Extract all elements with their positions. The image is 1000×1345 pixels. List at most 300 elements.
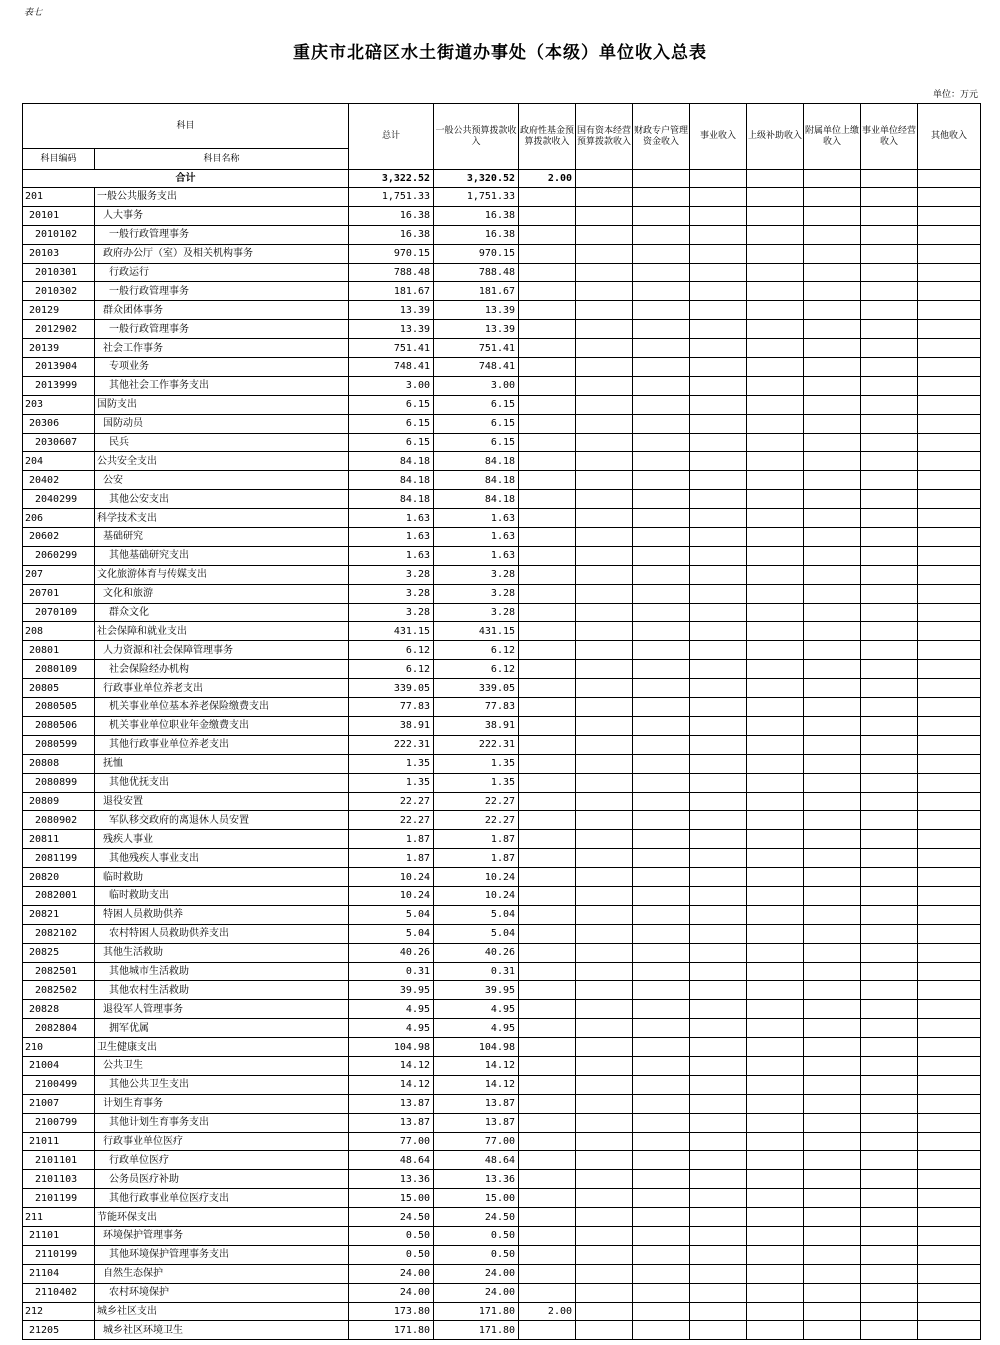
row-empty-cell — [690, 641, 747, 660]
row-general: 16.38 — [434, 206, 519, 225]
row-empty-cell — [918, 320, 981, 339]
row-code: 206 — [23, 509, 95, 528]
row-code: 2080599 — [23, 735, 95, 754]
row-total: 24.00 — [349, 1264, 434, 1283]
row-total: 13.39 — [349, 301, 434, 320]
row-empty-cell — [576, 924, 633, 943]
table-row — [23, 339, 981, 358]
row-govfund — [519, 320, 576, 339]
row-empty-cell — [804, 1189, 861, 1208]
table-row — [23, 320, 981, 339]
row-name: 行政单位医疗 — [95, 1151, 349, 1170]
row-govfund — [519, 1283, 576, 1302]
row-empty-cell — [747, 698, 804, 717]
row-empty-cell — [576, 679, 633, 698]
row-general: 14.12 — [434, 1075, 519, 1094]
row-empty-cell — [804, 282, 861, 301]
total-govfund: 2.00 — [519, 170, 576, 188]
row-empty-cell — [576, 1038, 633, 1057]
table-row — [23, 886, 981, 905]
row-empty-cell — [918, 1321, 981, 1340]
row-empty-cell — [918, 414, 981, 433]
row-empty-cell — [747, 660, 804, 679]
row-name: 公共卫生 — [95, 1056, 349, 1075]
row-empty-cell — [633, 188, 690, 207]
row-empty-cell — [861, 943, 918, 962]
row-code: 211 — [23, 1208, 95, 1227]
row-empty-cell — [861, 1283, 918, 1302]
row-empty-cell — [747, 1245, 804, 1264]
row-empty-cell — [576, 433, 633, 452]
row-total: 1.63 — [349, 546, 434, 565]
row-total: 22.27 — [349, 811, 434, 830]
table-row — [23, 263, 981, 282]
row-govfund — [519, 565, 576, 584]
row-empty-cell — [804, 244, 861, 263]
row-empty-cell — [747, 358, 804, 377]
row-empty-cell — [747, 301, 804, 320]
row-empty-cell — [861, 886, 918, 905]
row-name: 农村环境保护 — [95, 1283, 349, 1302]
row-empty-cell — [747, 622, 804, 641]
row-code: 2100499 — [23, 1075, 95, 1094]
row-empty-cell — [747, 773, 804, 792]
row-empty-cell — [861, 358, 918, 377]
row-empty-cell — [861, 528, 918, 547]
row-code: 2082502 — [23, 981, 95, 1000]
table-row — [23, 1094, 981, 1113]
row-name: 公共安全支出 — [95, 452, 349, 471]
row-empty-cell — [918, 509, 981, 528]
row-general: 6.12 — [434, 660, 519, 679]
row-empty-cell — [747, 830, 804, 849]
row-empty-cell — [861, 773, 918, 792]
row-total: 970.15 — [349, 244, 434, 263]
row-empty-cell — [576, 1264, 633, 1283]
row-govfund — [519, 244, 576, 263]
row-name: 行政运行 — [95, 263, 349, 282]
row-empty-cell — [804, 433, 861, 452]
row-empty-cell — [576, 943, 633, 962]
row-general: 751.41 — [434, 339, 519, 358]
row-empty-cell — [747, 1189, 804, 1208]
row-empty-cell — [861, 188, 918, 207]
row-empty-cell — [690, 1113, 747, 1132]
row-total: 10.24 — [349, 886, 434, 905]
table-row — [23, 924, 981, 943]
row-general: 39.95 — [434, 981, 519, 1000]
row-general: 6.15 — [434, 433, 519, 452]
row-govfund — [519, 452, 576, 471]
row-empty-cell — [690, 1094, 747, 1113]
row-empty-cell — [633, 395, 690, 414]
row-empty-cell — [861, 565, 918, 584]
row-empty-cell — [861, 735, 918, 754]
row-empty-cell — [918, 1226, 981, 1245]
row-govfund — [519, 792, 576, 811]
row-name: 其他行政事业单位养老支出 — [95, 735, 349, 754]
row-total: 22.27 — [349, 792, 434, 811]
row-empty-cell — [804, 225, 861, 244]
row-empty-cell — [633, 754, 690, 773]
row-empty-cell — [918, 1132, 981, 1151]
row-govfund — [519, 1075, 576, 1094]
row-code: 20820 — [23, 868, 95, 887]
row-general: 6.15 — [434, 414, 519, 433]
row-govfund — [519, 225, 576, 244]
row-code: 20103 — [23, 244, 95, 263]
row-total: 6.12 — [349, 660, 434, 679]
row-code: 2080109 — [23, 660, 95, 679]
row-name: 临时救助 — [95, 868, 349, 887]
row-empty-cell — [918, 471, 981, 490]
row-govfund — [519, 1264, 576, 1283]
row-empty-cell — [633, 660, 690, 679]
row-empty-cell — [690, 716, 747, 735]
header-name: 科目名称 — [95, 149, 349, 170]
row-empty-cell — [576, 206, 633, 225]
row-code: 2080506 — [23, 716, 95, 735]
row-code: 2070109 — [23, 603, 95, 622]
row-empty-cell — [804, 452, 861, 471]
table-row — [23, 1170, 981, 1189]
row-name: 军队移交政府的离退休人员安置 — [95, 811, 349, 830]
row-empty-cell — [747, 1208, 804, 1227]
row-empty-cell — [690, 1075, 747, 1094]
row-general: 22.27 — [434, 792, 519, 811]
row-empty-cell — [918, 452, 981, 471]
row-total: 13.87 — [349, 1113, 434, 1132]
row-code: 2082804 — [23, 1019, 95, 1038]
row-empty-cell — [576, 811, 633, 830]
row-empty-cell — [690, 584, 747, 603]
row-empty-cell — [918, 225, 981, 244]
row-empty-cell — [804, 754, 861, 773]
row-empty-cell — [861, 1000, 918, 1019]
row-name: 特困人员救助供养 — [95, 905, 349, 924]
row-empty-cell — [747, 546, 804, 565]
row-general: 13.39 — [434, 320, 519, 339]
row-code: 2080902 — [23, 811, 95, 830]
total-general: 3,320.52 — [434, 170, 519, 188]
row-empty-cell — [633, 716, 690, 735]
row-empty-cell — [633, 546, 690, 565]
row-name: 文化和旅游 — [95, 584, 349, 603]
row-name: 一般行政管理事务 — [95, 282, 349, 301]
row-empty-cell — [918, 981, 981, 1000]
row-empty-cell — [690, 301, 747, 320]
row-empty-cell — [918, 641, 981, 660]
row-total: 39.95 — [349, 981, 434, 1000]
total-row — [23, 170, 981, 188]
row-name: 群众团体事务 — [95, 301, 349, 320]
row-general: 24.50 — [434, 1208, 519, 1227]
row-empty-cell — [804, 1056, 861, 1075]
row-empty-cell — [804, 509, 861, 528]
row-empty-cell — [633, 981, 690, 1000]
row-empty-cell — [690, 773, 747, 792]
row-govfund — [519, 1132, 576, 1151]
row-code: 20825 — [23, 943, 95, 962]
row-empty-cell — [690, 1189, 747, 1208]
row-total: 84.18 — [349, 471, 434, 490]
row-empty-cell — [747, 528, 804, 547]
row-total: 1.87 — [349, 830, 434, 849]
total-label: 合计 — [23, 170, 349, 188]
row-general: 181.67 — [434, 282, 519, 301]
row-empty-cell — [747, 1019, 804, 1038]
row-empty-cell — [690, 565, 747, 584]
row-empty-cell — [861, 471, 918, 490]
row-empty-cell — [576, 584, 633, 603]
row-empty-cell — [747, 679, 804, 698]
row-empty-cell — [633, 1189, 690, 1208]
row-empty-cell — [918, 1264, 981, 1283]
row-empty-cell — [747, 962, 804, 981]
row-empty-cell — [804, 962, 861, 981]
row-general: 10.24 — [434, 868, 519, 887]
row-empty-cell — [576, 490, 633, 509]
row-govfund — [519, 1038, 576, 1057]
row-govfund — [519, 1019, 576, 1038]
row-name: 其他行政事业单位医疗支出 — [95, 1189, 349, 1208]
row-name: 其他优抚支出 — [95, 773, 349, 792]
row-govfund — [519, 886, 576, 905]
row-empty-cell — [861, 1321, 918, 1340]
row-name: 民兵 — [95, 433, 349, 452]
row-total: 751.41 — [349, 339, 434, 358]
row-total: 171.80 — [349, 1321, 434, 1340]
row-empty-cell — [861, 376, 918, 395]
row-total: 14.12 — [349, 1075, 434, 1094]
row-code: 201 — [23, 188, 95, 207]
row-empty-cell — [747, 924, 804, 943]
row-code: 2013904 — [23, 358, 95, 377]
row-empty-cell — [747, 565, 804, 584]
row-empty-cell — [576, 339, 633, 358]
row-name: 国防动员 — [95, 414, 349, 433]
row-empty-cell — [576, 1094, 633, 1113]
row-empty-cell — [861, 225, 918, 244]
row-code: 2110199 — [23, 1245, 95, 1264]
row-empty-cell — [576, 509, 633, 528]
row-total: 13.87 — [349, 1094, 434, 1113]
row-empty-cell — [633, 358, 690, 377]
row-code: 20805 — [23, 679, 95, 698]
row-govfund — [519, 263, 576, 282]
row-empty-cell — [747, 603, 804, 622]
row-total: 16.38 — [349, 225, 434, 244]
row-code: 2100799 — [23, 1113, 95, 1132]
row-general: 15.00 — [434, 1189, 519, 1208]
row-name: 临时救助支出 — [95, 886, 349, 905]
row-name: 残疾人事业 — [95, 830, 349, 849]
row-name: 自然生态保护 — [95, 1264, 349, 1283]
row-empty-cell — [576, 1189, 633, 1208]
table-row — [23, 1075, 981, 1094]
row-govfund — [519, 849, 576, 868]
row-empty-cell — [747, 1056, 804, 1075]
row-empty-cell — [804, 792, 861, 811]
row-empty-cell — [861, 1170, 918, 1189]
row-empty-cell — [690, 811, 747, 830]
row-empty-cell — [633, 433, 690, 452]
row-empty-cell — [918, 339, 981, 358]
row-empty-cell — [918, 206, 981, 225]
row-empty-cell — [861, 1019, 918, 1038]
table-row — [23, 546, 981, 565]
row-empty-cell — [918, 1283, 981, 1302]
row-total: 1.35 — [349, 773, 434, 792]
row-empty-cell — [918, 301, 981, 320]
row-total: 6.15 — [349, 395, 434, 414]
header-affiliated-income: 附属单位上缴收入 — [804, 104, 861, 170]
row-empty-cell — [576, 1208, 633, 1227]
row-empty-cell — [576, 773, 633, 792]
row-empty-cell — [861, 395, 918, 414]
row-empty-cell — [918, 490, 981, 509]
header-general-budget: 一般公共预算拨款收入 — [434, 104, 519, 170]
row-empty-cell — [918, 792, 981, 811]
row-empty-cell — [804, 1075, 861, 1094]
row-govfund — [519, 962, 576, 981]
row-empty-cell — [576, 735, 633, 754]
row-empty-cell — [576, 698, 633, 717]
row-name: 城乡社区支出 — [95, 1302, 349, 1321]
row-empty-cell — [690, 1038, 747, 1057]
row-general: 84.18 — [434, 471, 519, 490]
row-empty-cell — [804, 622, 861, 641]
row-empty-cell — [690, 622, 747, 641]
row-general: 4.95 — [434, 1019, 519, 1038]
row-govfund — [519, 1189, 576, 1208]
row-empty-cell — [690, 886, 747, 905]
row-govfund — [519, 924, 576, 943]
row-empty-cell — [576, 282, 633, 301]
row-code: 20306 — [23, 414, 95, 433]
row-code: 2082001 — [23, 886, 95, 905]
row-empty-cell — [747, 584, 804, 603]
row-empty-cell — [918, 1038, 981, 1057]
row-empty-cell — [576, 754, 633, 773]
row-general: 1.63 — [434, 528, 519, 547]
row-empty-cell — [690, 830, 747, 849]
row-empty-cell — [804, 320, 861, 339]
row-empty-cell — [918, 546, 981, 565]
row-empty-cell — [804, 1170, 861, 1189]
row-govfund — [519, 395, 576, 414]
row-empty-cell — [861, 1226, 918, 1245]
table-row — [23, 830, 981, 849]
row-empty-cell — [861, 1094, 918, 1113]
row-empty-cell — [576, 546, 633, 565]
row-govfund — [519, 546, 576, 565]
row-empty-cell — [918, 679, 981, 698]
row-code: 21007 — [23, 1094, 95, 1113]
row-code: 21004 — [23, 1056, 95, 1075]
row-empty-cell — [804, 924, 861, 943]
row-empty-cell — [804, 206, 861, 225]
row-general: 104.98 — [434, 1038, 519, 1057]
row-empty-cell — [861, 320, 918, 339]
row-empty-cell — [861, 603, 918, 622]
row-total: 181.67 — [349, 282, 434, 301]
row-empty-cell — [861, 1056, 918, 1075]
row-empty-cell — [918, 811, 981, 830]
row-code: 20808 — [23, 754, 95, 773]
row-empty-cell — [804, 414, 861, 433]
row-empty-cell — [918, 188, 981, 207]
row-empty-cell — [690, 1208, 747, 1227]
row-code: 204 — [23, 452, 95, 471]
row-name: 抚恤 — [95, 754, 349, 773]
row-name: 专项业务 — [95, 358, 349, 377]
row-empty-cell — [747, 1113, 804, 1132]
row-empty-cell — [804, 773, 861, 792]
row-total: 24.50 — [349, 1208, 434, 1227]
row-empty-cell — [690, 962, 747, 981]
row-general: 77.00 — [434, 1132, 519, 1151]
row-code: 207 — [23, 565, 95, 584]
row-govfund — [519, 301, 576, 320]
row-code: 208 — [23, 622, 95, 641]
row-empty-cell — [918, 1151, 981, 1170]
row-govfund — [519, 905, 576, 924]
table-row — [23, 735, 981, 754]
row-total: 748.41 — [349, 358, 434, 377]
row-empty-cell — [861, 830, 918, 849]
row-general: 3.28 — [434, 603, 519, 622]
row-empty-cell — [633, 622, 690, 641]
row-empty-cell — [633, 1226, 690, 1245]
row-empty-cell — [804, 1132, 861, 1151]
table-row — [23, 1113, 981, 1132]
row-empty-cell — [747, 1132, 804, 1151]
row-code: 210 — [23, 1038, 95, 1057]
row-empty-cell — [747, 943, 804, 962]
table-row — [23, 641, 981, 660]
row-name: 公安 — [95, 471, 349, 490]
row-empty-cell — [747, 244, 804, 263]
table-row — [23, 471, 981, 490]
row-empty-cell — [690, 1245, 747, 1264]
row-general: 6.12 — [434, 641, 519, 660]
row-name: 科学技术支出 — [95, 509, 349, 528]
unit-label: 单位：万元 — [932, 90, 978, 100]
row-general: 40.26 — [434, 943, 519, 962]
row-name: 卫生健康支出 — [95, 1038, 349, 1057]
row-empty-cell — [861, 339, 918, 358]
row-empty-cell — [918, 1189, 981, 1208]
row-empty-cell — [690, 754, 747, 773]
table-row — [23, 433, 981, 452]
row-empty-cell — [918, 962, 981, 981]
row-empty-cell — [576, 1113, 633, 1132]
row-empty-cell — [747, 754, 804, 773]
row-empty-cell — [747, 1283, 804, 1302]
row-empty-cell — [918, 1019, 981, 1038]
row-empty-cell — [804, 641, 861, 660]
row-general: 24.00 — [434, 1264, 519, 1283]
row-empty-cell — [633, 471, 690, 490]
row-empty-cell — [804, 1208, 861, 1227]
header-state-capital: 国有资本经营预算拨款收入 — [576, 104, 633, 170]
row-empty-cell — [918, 584, 981, 603]
row-empty-cell — [690, 924, 747, 943]
row-empty-cell — [804, 1019, 861, 1038]
table-row — [23, 811, 981, 830]
row-total: 1,751.33 — [349, 188, 434, 207]
